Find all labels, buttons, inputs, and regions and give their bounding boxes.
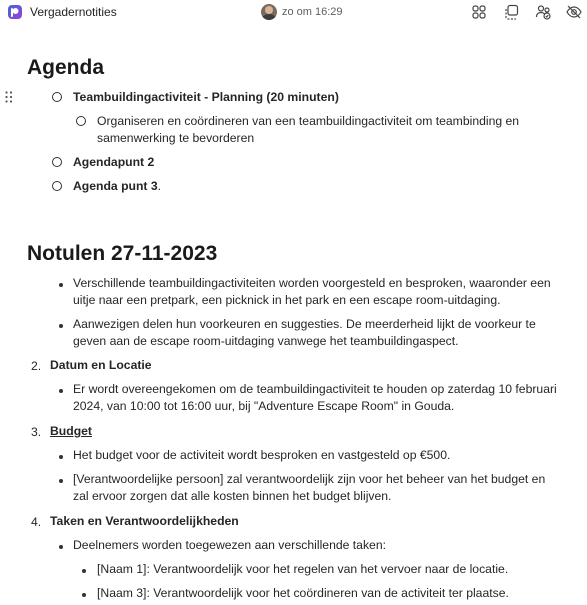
note-line: [Verantwoordelijke persoon] zal verantwoordelijk zijn voor het beheer van het budget en [73, 472, 546, 486]
note-line: Aanwezigen delen hun voorkeuren en suggesties. De meerderheid lijkt de voorkeur te [73, 317, 536, 331]
bullet [59, 324, 63, 328]
task-checkbox[interactable] [52, 92, 62, 102]
components-icon[interactable] [470, 3, 488, 21]
notes-title: Notulen 27-11-2023 [27, 242, 218, 265]
drag-handle-icon[interactable] [4, 90, 14, 104]
bullet [59, 455, 63, 459]
section-heading: Taken en Verantwoordelijkheden [50, 514, 239, 528]
title-bar [0, 0, 587, 26]
bullet [82, 593, 86, 597]
copy-icon[interactable] [502, 3, 520, 21]
agenda-subitem-line: Organiseren en coördineren van een teambuildingactiviteit om teambinding en [97, 114, 520, 128]
agenda-title: Agenda [27, 56, 105, 79]
section-heading: Datum en Locatie [50, 358, 152, 372]
note-line: Deelnemers worden toegewezen aan verschillende taken: [73, 538, 387, 552]
task-checkbox[interactable] [52, 181, 62, 191]
agenda-item: Agendapunt 2 [73, 155, 155, 169]
list-number: 4. [31, 515, 42, 529]
people-share-icon[interactable] [534, 3, 552, 21]
edit-timestamp: zo om 16:29 [282, 6, 343, 18]
agenda-item: Teambuildingactiviteit - Planning (20 minuten) [73, 90, 339, 104]
task-checkbox[interactable] [76, 116, 86, 126]
note-line: uitje naar een pretpark, een picknick in het park en een escape room-uitdaging. [73, 293, 501, 307]
bullet [59, 545, 63, 549]
section-heading: Budget [50, 424, 92, 438]
edit-status[interactable] [261, 3, 343, 21]
note-line: zal ervoor zorgen dat alle kosten binnen het budget blijven. [73, 489, 392, 503]
list-number: 3. [31, 425, 42, 439]
bullet [59, 283, 63, 287]
note-line: geven aan de escape room-uitdaging vanwege het teambuildingaspect. [73, 334, 459, 348]
bullet [59, 479, 63, 483]
bullet [59, 389, 63, 393]
note-line: Het budget voor de activiteit wordt besproken en vastgesteld op €500. [73, 448, 451, 462]
note-subline: [Naam 3]: Verantwoordelijk voor het coördineren van de activiteit ter plaatse. [97, 586, 509, 600]
agenda-item-suffix: . [157, 179, 162, 193]
eye-off-icon[interactable] [565, 3, 583, 21]
list-number: 2. [31, 359, 42, 373]
agenda-item [73, 178, 161, 195]
loop-logo-icon [8, 5, 22, 19]
note-line: Verschillende teambuildingactiviteiten worden voorgesteld en besproken, waaronder een [73, 276, 551, 290]
task-checkbox[interactable] [52, 157, 62, 167]
app-title: Vergadernotities [30, 5, 117, 19]
bullet [82, 569, 86, 573]
agenda-subitem-line: samenwerking te bevorderen [97, 131, 255, 145]
agenda-item-label: Agenda punt 3 [73, 179, 158, 193]
avatar [261, 4, 277, 20]
note-line: Er wordt overeengekomen om de teambuildingactiviteit te houden op zaterdag 10 februari [73, 382, 557, 396]
note-subline: [Naam 1]: Verantwoordelijk voor het regelen van het vervoer naar de locatie. [97, 562, 509, 576]
note-line: 2024, van 10:00 tot 16:00 uur, bij "Adventure Escape Room" in Gouda. [73, 399, 455, 413]
